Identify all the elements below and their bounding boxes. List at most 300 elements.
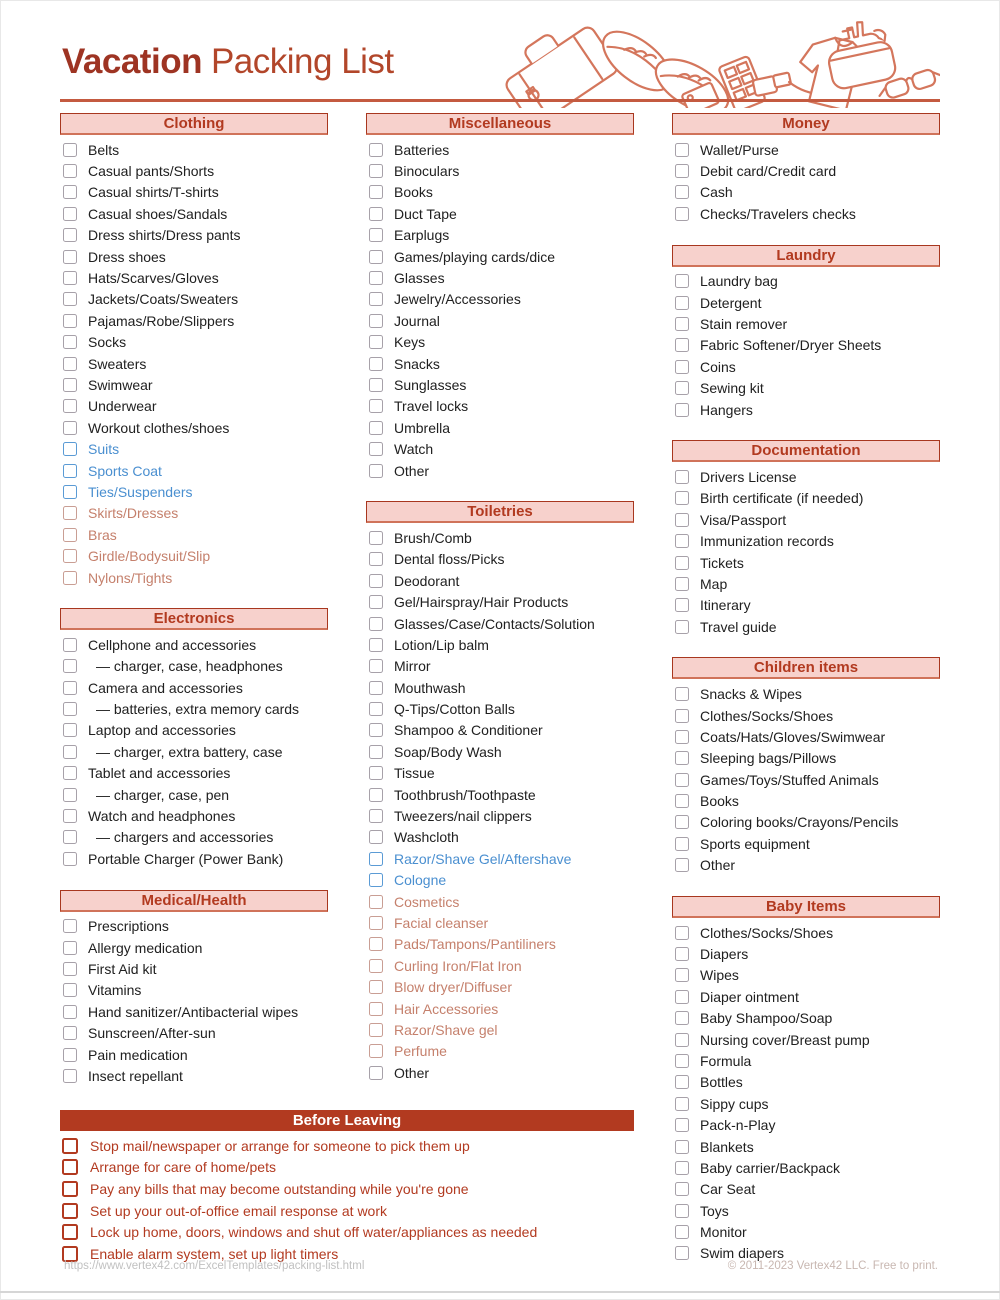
list-item — [60, 353, 328, 374]
list-item — [60, 916, 328, 937]
checkbox[interactable] — [63, 292, 77, 306]
checkbox[interactable] — [675, 1011, 689, 1025]
checkbox[interactable] — [63, 766, 77, 780]
list-item — [60, 374, 328, 395]
checkbox[interactable] — [63, 271, 77, 285]
checkbox[interactable] — [369, 681, 383, 695]
list-item — [672, 855, 940, 876]
checkbox[interactable] — [369, 788, 383, 802]
item-label: Casual pants/Shorts — [88, 163, 215, 180]
list-item — [672, 203, 940, 224]
checkbox[interactable] — [62, 1224, 78, 1240]
section-header-laundry: Laundry — [672, 245, 940, 267]
item-label: Bras — [88, 526, 117, 543]
list-item — [60, 1022, 328, 1043]
item-label: Toys — [700, 1202, 729, 1219]
before-leaving-rows — [60, 1135, 634, 1265]
checkbox[interactable] — [675, 1182, 689, 1196]
checkbox[interactable] — [63, 335, 77, 349]
section-header-medical-health: Medical/Health — [60, 890, 328, 912]
checkbox[interactable] — [675, 338, 689, 352]
checkbox[interactable] — [675, 207, 689, 221]
checkbox[interactable] — [675, 1161, 689, 1175]
list-item — [672, 769, 940, 790]
item-label: Stop mail/newspaper or arrange for someone to pick them up — [90, 1137, 470, 1154]
checkbox[interactable] — [63, 941, 77, 955]
item-label: Hair Accessories — [394, 1000, 499, 1017]
checkbox[interactable] — [63, 528, 77, 542]
checkbox[interactable] — [63, 185, 77, 199]
checkbox[interactable] — [369, 271, 383, 285]
item-label: Dress shirts/Dress pants — [88, 227, 241, 244]
checkbox[interactable] — [369, 895, 383, 909]
item-label: Nylons/Tights — [88, 569, 173, 586]
item-label: Journal — [394, 312, 440, 329]
checkbox[interactable] — [63, 399, 77, 413]
checkbox[interactable] — [63, 250, 77, 264]
checkbox[interactable] — [675, 1246, 689, 1260]
list-item — [672, 466, 940, 487]
item-label: — charger, case, headphones — [96, 658, 283, 675]
list-item — [672, 1114, 940, 1135]
item-label: Wallet/Purse — [700, 141, 779, 158]
page-title — [62, 42, 394, 82]
item-label: Umbrella — [394, 419, 451, 436]
checkbox[interactable] — [675, 990, 689, 1004]
checkbox[interactable] — [63, 919, 77, 933]
section-miscellaneous — [366, 113, 634, 481]
list-item — [366, 720, 634, 741]
item-label: — charger, extra battery, case — [96, 743, 283, 760]
checkbox[interactable] — [63, 745, 77, 759]
item-label: Hand sanitizer/Antibacterial wipes — [88, 1003, 299, 1020]
checkbox[interactable] — [63, 1005, 77, 1019]
checkbox[interactable] — [369, 980, 383, 994]
item-label: Watch and headphones — [88, 808, 236, 825]
list-item — [60, 634, 328, 655]
checkbox[interactable] — [369, 164, 383, 178]
checkbox[interactable] — [63, 485, 77, 499]
checkbox[interactable] — [675, 1225, 689, 1239]
list-item — [366, 460, 634, 481]
item-label: Travel guide — [700, 618, 777, 635]
item-label: Laundry bag — [700, 273, 778, 290]
item-label: Blankets — [700, 1138, 754, 1155]
item-label: Monitor — [700, 1224, 747, 1241]
item-label: Set up your out-of-office email response at work — [90, 1202, 388, 1219]
bottom-rule — [0, 1291, 1000, 1293]
item-label: Shampoo & Conditioner — [394, 722, 543, 739]
checkbox[interactable] — [369, 399, 383, 413]
section-medical-health — [60, 890, 328, 1087]
item-label: Dental floss/Picks — [394, 551, 505, 568]
checkbox[interactable] — [63, 378, 77, 392]
checkbox[interactable] — [63, 983, 77, 997]
list-item — [60, 784, 328, 805]
checkbox[interactable] — [63, 314, 77, 328]
list-item — [672, 595, 940, 616]
checkbox[interactable] — [675, 470, 689, 484]
checkbox[interactable] — [369, 916, 383, 930]
checkbox[interactable] — [63, 723, 77, 737]
list-item — [366, 225, 634, 246]
checkbox[interactable] — [675, 947, 689, 961]
item-label: Belts — [88, 141, 120, 158]
list-item — [672, 1029, 940, 1050]
item-label: Tweezers/nail clippers — [394, 808, 532, 825]
suitcase-icon — [502, 16, 620, 108]
checkbox[interactable] — [675, 1118, 689, 1132]
list-item — [366, 934, 634, 955]
list-item — [366, 374, 634, 395]
list-item — [672, 182, 940, 203]
checkbox[interactable] — [675, 773, 689, 787]
item-label: Watch — [394, 441, 434, 458]
item-label: Deodorant — [394, 572, 460, 589]
checkbox[interactable] — [675, 794, 689, 808]
list-item — [366, 656, 634, 677]
item-label: Itinerary — [700, 597, 751, 614]
item-label: Ties/Suspenders — [88, 483, 193, 500]
checkbox[interactable] — [63, 681, 77, 695]
item-label: Baby Shampoo/Soap — [700, 1010, 833, 1027]
checkbox[interactable] — [369, 1066, 383, 1080]
item-label: Visa/Passport — [700, 511, 787, 528]
list-item — [672, 1221, 940, 1242]
item-label: Vitamins — [88, 982, 142, 999]
list-item — [366, 527, 634, 548]
checkbox[interactable] — [675, 1075, 689, 1089]
checkbox[interactable] — [369, 552, 383, 566]
list-item — [60, 827, 328, 848]
checkbox[interactable] — [63, 1069, 77, 1083]
list-item — [366, 677, 634, 698]
checkbox[interactable] — [675, 926, 689, 940]
checkbox[interactable] — [63, 809, 77, 823]
checkbox[interactable] — [369, 335, 383, 349]
checkbox[interactable] — [675, 1054, 689, 1068]
list-item — [60, 763, 328, 784]
checkbox[interactable] — [675, 837, 689, 851]
list-item — [60, 1157, 634, 1179]
item-label: Sunscreen/After-sun — [88, 1025, 216, 1042]
item-label: Nursing cover/Breast pump — [700, 1031, 870, 1048]
checkbox[interactable] — [675, 556, 689, 570]
checkbox[interactable] — [369, 250, 383, 264]
list-item — [60, 1200, 634, 1222]
checkbox[interactable] — [369, 531, 383, 545]
section-header-toiletries: Toiletries — [366, 501, 634, 523]
item-label: Games/playing cards/dice — [394, 248, 556, 265]
checkbox[interactable] — [63, 164, 77, 178]
checkbox[interactable] — [675, 620, 689, 634]
checkbox[interactable] — [62, 1159, 78, 1175]
list-item — [672, 552, 940, 573]
section-toiletries — [366, 501, 634, 1083]
checkbox[interactable] — [63, 702, 77, 716]
item-label: Cash — [700, 184, 733, 201]
checkbox[interactable] — [62, 1181, 78, 1197]
list-item — [366, 289, 634, 310]
item-label: Facial cleanser — [394, 914, 489, 931]
list-item — [60, 524, 328, 545]
list-item — [672, 1093, 940, 1114]
section-laundry — [672, 245, 940, 421]
list-item — [60, 805, 328, 826]
checkbox[interactable] — [369, 1002, 383, 1016]
checkbox[interactable] — [63, 638, 77, 652]
item-label: Cologne — [394, 872, 447, 889]
checkbox[interactable] — [675, 1097, 689, 1111]
travel-items-illustration — [502, 16, 940, 108]
list-item — [60, 567, 328, 588]
list-item — [366, 613, 634, 634]
item-label: Coins — [700, 358, 736, 375]
checkbox[interactable] — [63, 143, 77, 157]
list-item — [366, 417, 634, 438]
checkbox[interactable] — [63, 1048, 77, 1062]
checkbox[interactable] — [675, 858, 689, 872]
checkbox[interactable] — [369, 937, 383, 951]
item-label: Mouthwash — [394, 679, 466, 696]
checkbox[interactable] — [63, 357, 77, 371]
checkbox[interactable] — [369, 809, 383, 823]
checkbox[interactable] — [369, 228, 383, 242]
checkbox[interactable] — [369, 595, 383, 609]
checkbox[interactable] — [675, 491, 689, 505]
checkbox[interactable] — [369, 1044, 383, 1058]
checkbox[interactable] — [63, 207, 77, 221]
checkbox[interactable] — [369, 745, 383, 759]
list-item — [60, 848, 328, 869]
item-label: Insect repellant — [88, 1067, 183, 1084]
checkbox[interactable] — [369, 574, 383, 588]
item-label: Razor/Shave gel — [394, 1021, 498, 1038]
checkbox[interactable] — [675, 815, 689, 829]
list-item — [366, 805, 634, 826]
item-label: — chargers and accessories — [96, 829, 274, 846]
item-label: Bottles — [700, 1074, 743, 1091]
item-label: Stain remover — [700, 316, 788, 333]
list-item — [672, 922, 940, 943]
item-label: Clothes/Socks/Shoes — [700, 924, 834, 941]
list-item — [60, 741, 328, 762]
list-item — [366, 1062, 634, 1083]
item-label: Gel/Hairspray/Hair Products — [394, 594, 569, 611]
section-baby-items — [672, 896, 940, 1264]
section-children-items — [672, 657, 940, 876]
checkbox[interactable] — [63, 442, 77, 456]
item-label: Jackets/Coats/Sweaters — [88, 291, 239, 308]
checkbox[interactable] — [369, 873, 383, 887]
list-item — [672, 943, 940, 964]
checkbox[interactable] — [369, 766, 383, 780]
list-item — [366, 848, 634, 869]
checkbox[interactable] — [369, 617, 383, 631]
checkbox[interactable] — [63, 421, 77, 435]
checkbox[interactable] — [63, 788, 77, 802]
checkbox[interactable] — [675, 1140, 689, 1154]
item-label: Swim diapers — [700, 1245, 785, 1262]
list-item — [366, 591, 634, 612]
item-label: Sewing kit — [700, 380, 764, 397]
checkbox[interactable] — [63, 659, 77, 673]
checkbox[interactable] — [675, 360, 689, 374]
list-item — [672, 139, 940, 160]
list-item — [672, 160, 940, 181]
checkbox[interactable] — [369, 959, 383, 973]
checkbox[interactable] — [369, 292, 383, 306]
list-item — [672, 1072, 940, 1093]
checkbox[interactable] — [62, 1203, 78, 1219]
item-label: Immunization records — [700, 533, 834, 550]
checkbox[interactable] — [369, 185, 383, 199]
checkbox[interactable] — [62, 1138, 78, 1154]
checkbox[interactable] — [63, 830, 77, 844]
list-item — [366, 570, 634, 591]
checkbox[interactable] — [675, 403, 689, 417]
item-label: Games/Toys/Stuffed Animals — [700, 771, 879, 788]
checkbox[interactable] — [675, 513, 689, 527]
list-item — [672, 1179, 940, 1200]
item-label: Coats/Hats/Gloves/Swimwear — [700, 728, 886, 745]
page-title-bold: Vacation — [62, 42, 202, 81]
list-item — [60, 656, 328, 677]
checkbox[interactable] — [675, 730, 689, 744]
column-2 — [366, 113, 634, 1103]
list-item — [60, 1178, 634, 1200]
list-item — [672, 726, 940, 747]
checkbox[interactable] — [63, 549, 77, 563]
item-label: Cellphone and accessories — [88, 636, 257, 653]
list-item — [60, 720, 328, 741]
item-label: Toothbrush/Toothpaste — [394, 786, 536, 803]
item-label: Pain medication — [88, 1046, 188, 1063]
checkbox[interactable] — [675, 1033, 689, 1047]
list-item — [672, 748, 940, 769]
list-item — [366, 139, 634, 160]
list-item — [366, 634, 634, 655]
checkbox[interactable] — [369, 143, 383, 157]
checkbox[interactable] — [675, 534, 689, 548]
item-label: Swimwear — [88, 376, 153, 393]
item-label: Soap/Body Wash — [394, 743, 502, 760]
checkbox[interactable] — [63, 1026, 77, 1040]
item-label: Mirror — [394, 658, 431, 675]
checkbox[interactable] — [675, 164, 689, 178]
list-item — [60, 958, 328, 979]
checkbox[interactable] — [369, 659, 383, 673]
checkbox[interactable] — [675, 577, 689, 591]
checkbox[interactable] — [63, 571, 77, 585]
item-label: Tissue — [394, 765, 435, 782]
item-label: Debit card/Credit card — [700, 163, 837, 180]
checkbox[interactable] — [675, 709, 689, 723]
checkbox[interactable] — [369, 830, 383, 844]
item-label: Portable Charger (Power Bank) — [88, 850, 284, 867]
checkbox[interactable] — [675, 381, 689, 395]
checkbox[interactable] — [369, 378, 383, 392]
item-label: Checks/Travelers checks — [700, 205, 856, 222]
item-label: Hats/Scarves/Gloves — [88, 270, 219, 287]
section-header-children-items: Children items — [672, 657, 940, 679]
checkbox[interactable] — [369, 464, 383, 478]
item-label: Casual shirts/T-shirts — [88, 184, 219, 201]
checkbox[interactable] — [369, 1023, 383, 1037]
item-label: Prescriptions — [88, 918, 169, 935]
checkbox[interactable] — [369, 421, 383, 435]
item-label: Drivers License — [700, 468, 797, 485]
item-label: Brush/Comb — [394, 529, 472, 546]
checkbox[interactable] — [369, 702, 383, 716]
list-item — [366, 976, 634, 997]
checkbox[interactable] — [63, 506, 77, 520]
footer-url-link[interactable]: https://www.vertex42.com/ExcelTemplates/packing-list.html — [64, 1260, 365, 1272]
item-label: Glasses/Case/Contacts/Solution — [394, 615, 595, 632]
list-item — [672, 488, 940, 509]
checkbox[interactable] — [675, 296, 689, 310]
checkbox[interactable] — [675, 143, 689, 157]
checkbox[interactable] — [369, 638, 383, 652]
item-label: Baby carrier/Backpack — [700, 1159, 841, 1176]
item-label: Pads/Tampons/Pantiliners — [394, 936, 556, 953]
list-item — [366, 332, 634, 353]
list-item — [672, 705, 940, 726]
checkbox[interactable] — [675, 317, 689, 331]
item-label: — charger, case, pen — [96, 786, 230, 803]
list-item — [672, 965, 940, 986]
checkbox[interactable] — [675, 968, 689, 982]
checkbox[interactable] — [369, 357, 383, 371]
checkbox[interactable] — [675, 751, 689, 765]
checkbox[interactable] — [675, 687, 689, 701]
checkbox[interactable] — [369, 723, 383, 737]
checkbox[interactable] — [675, 274, 689, 288]
section-header-before-leaving: Before Leaving — [60, 1110, 634, 1131]
item-label: Q-Tips/Cotton Balls — [394, 701, 515, 718]
list-item — [672, 335, 940, 356]
checkbox[interactable] — [675, 185, 689, 199]
list-item — [60, 438, 328, 459]
item-label: Sports Coat — [88, 462, 162, 479]
checkbox[interactable] — [63, 962, 77, 976]
checkbox[interactable] — [369, 314, 383, 328]
checkbox[interactable] — [369, 852, 383, 866]
item-label: Keys — [394, 334, 426, 351]
list-item — [60, 460, 328, 481]
checkbox[interactable] — [675, 598, 689, 612]
item-label: Hangers — [700, 401, 753, 418]
list-item — [366, 396, 634, 417]
item-label: Fabric Softener/Dryer Sheets — [700, 337, 882, 354]
checkbox[interactable] — [63, 228, 77, 242]
item-label: Glasses — [394, 270, 445, 287]
list-item — [60, 481, 328, 502]
checkbox[interactable] — [63, 852, 77, 866]
checkbox[interactable] — [369, 207, 383, 221]
item-label: Suits — [88, 441, 120, 458]
item-label: Sports equipment — [700, 835, 810, 852]
list-item — [60, 677, 328, 698]
checkbox[interactable] — [63, 464, 77, 478]
item-label: Books — [700, 793, 739, 810]
list-item — [672, 616, 940, 637]
checkbox[interactable] — [675, 1204, 689, 1218]
checkbox[interactable] — [369, 442, 383, 456]
item-label: Coloring books/Crayons/Pencils — [700, 814, 899, 831]
section-header-documentation: Documentation — [672, 440, 940, 462]
list-item — [366, 203, 634, 224]
